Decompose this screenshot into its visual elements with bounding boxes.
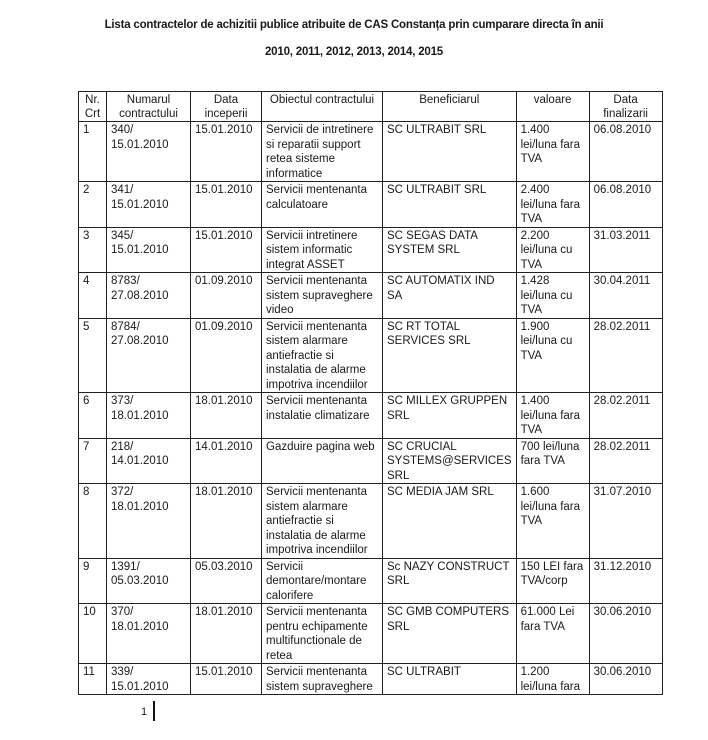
header-nr-crt: Nr. Crt bbox=[79, 92, 107, 122]
cell-data-inceperii: 15.01.2010 bbox=[191, 664, 262, 695]
table-row bbox=[79, 182, 663, 228]
cell-obiect: Servicii mentenanta sistem alarmare antiefractie si instalatia de alarme impotriva incendiilor bbox=[262, 484, 383, 559]
cell-valoare: 1.600 lei/luna fara TVA bbox=[516, 484, 589, 559]
cell-nr: 5 bbox=[79, 318, 107, 393]
page-number: 1 bbox=[141, 706, 148, 718]
cell-data-inceperii: 18.01.2010 bbox=[191, 604, 262, 664]
cell-data-inceperii: 01.09.2010 bbox=[191, 318, 262, 393]
cell-beneficiar: SC SEGAS DATA SYSTEM SRL bbox=[383, 227, 517, 273]
cell-beneficiar: SC GMB COMPUTERS SRL bbox=[383, 604, 517, 664]
cell-nr: 8 bbox=[79, 484, 107, 559]
table-row bbox=[79, 484, 663, 559]
cell-data-inceperii: 18.01.2010 bbox=[191, 484, 262, 559]
cell-numar-contract: 341/ 15.01.2010 bbox=[107, 182, 191, 228]
cell-valoare: 2.400 lei/luna fara TVA bbox=[516, 182, 589, 228]
cell-nr: 1 bbox=[79, 122, 107, 182]
cell-data-finalizarii: 28.02.2011 bbox=[589, 393, 662, 439]
cell-nr: 3 bbox=[79, 227, 107, 273]
cell-obiect: Gazduire pagina web bbox=[262, 438, 383, 484]
cell-numar-contract: 373/ 18.01.2010 bbox=[107, 393, 191, 439]
cell-nr: 4 bbox=[79, 273, 107, 319]
document-title: Lista contractelor de achizitii publice atribuite de CAS Constanța prin cumparare directa în anii bbox=[104, 19, 604, 31]
cell-numar-contract: 1391/ 05.03.2010 bbox=[107, 558, 191, 604]
cell-valoare: 1.200 lei/luna fara bbox=[516, 664, 589, 695]
cell-nr: 6 bbox=[79, 393, 107, 439]
cell-data-finalizarii: 31.12.2010 bbox=[589, 558, 662, 604]
cell-data-finalizarii: 30.06.2010 bbox=[589, 664, 662, 695]
cell-data-finalizarii: 28.02.2011 bbox=[589, 438, 662, 484]
cell-beneficiar: SC AUTOMATIX IND SA bbox=[383, 273, 517, 319]
cell-data-finalizarii: 06.08.2010 bbox=[589, 182, 662, 228]
table-row bbox=[79, 558, 663, 604]
cell-data-finalizarii: 06.08.2010 bbox=[589, 122, 662, 182]
cell-numar-contract: 345/ 15.01.2010 bbox=[107, 227, 191, 273]
cell-valoare: 1.400 lei/luna fara TVA bbox=[516, 122, 589, 182]
cell-obiect: Servicii mentenanta pentru echipamente multifunctionale de retea bbox=[262, 604, 383, 664]
cell-data-inceperii: 15.01.2010 bbox=[191, 182, 262, 228]
cell-obiect: Servicii mentenanta sistem supraveghere video bbox=[262, 273, 383, 319]
cell-valoare: 150 LEI fara TVA/corp bbox=[516, 558, 589, 604]
cell-numar-contract: 218/ 14.01.2010 bbox=[107, 438, 191, 484]
cell-obiect: Servicii mentenanta sistem alarmare antiefractie si instalatia de alarme impotriva incendiilor bbox=[262, 318, 383, 393]
cell-nr: 2 bbox=[79, 182, 107, 228]
cell-data-inceperii: 05.03.2010 bbox=[191, 558, 262, 604]
page-footer bbox=[141, 701, 708, 723]
cell-numar-contract: 339/ 15.01.2010 bbox=[107, 664, 191, 695]
table-row bbox=[79, 604, 663, 664]
cell-nr: 7 bbox=[79, 438, 107, 484]
cell-numar-contract: 8784/ 27.08.2010 bbox=[107, 318, 191, 393]
cell-numar-contract: 370/ 18.01.2010 bbox=[107, 604, 191, 664]
cell-beneficiar: SC MILLEX GRUPPEN SRL bbox=[383, 393, 517, 439]
cell-valoare: 2.200 lei/luna cu TVA bbox=[516, 227, 589, 273]
cell-data-inceperii: 01.09.2010 bbox=[191, 273, 262, 319]
table-row bbox=[79, 318, 663, 393]
header-data-finalizarii: Data finalizarii bbox=[589, 92, 662, 122]
cell-data-inceperii: 15.01.2010 bbox=[191, 227, 262, 273]
cell-obiect: Servicii mentenanta instalatie climatizare bbox=[262, 393, 383, 439]
cell-numar-contract: 372/ 18.01.2010 bbox=[107, 484, 191, 559]
cell-data-finalizarii: 30.04.2011 bbox=[589, 273, 662, 319]
cell-nr: 11 bbox=[79, 664, 107, 695]
header-valoare: valoare bbox=[516, 92, 589, 122]
cell-beneficiar: SC RT TOTAL SERVICES SRL bbox=[383, 318, 517, 393]
cell-data-inceperii: 18.01.2010 bbox=[191, 393, 262, 439]
cell-data-finalizarii: 31.03.2011 bbox=[589, 227, 662, 273]
cell-obiect: Servicii intretinere sistem informatic integrat ASSET bbox=[262, 227, 383, 273]
text-cursor bbox=[153, 701, 155, 721]
cell-beneficiar: SC CRUCIAL SYSTEMS@SERVICES SRL bbox=[383, 438, 517, 484]
cell-beneficiar: SC ULTRABIT SRL bbox=[383, 182, 517, 228]
header-data-inceperii: Data inceperii bbox=[191, 92, 262, 122]
header-obiect: Obiectul contractului bbox=[262, 92, 383, 122]
cell-valoare: 700 lei/luna fara TVA bbox=[516, 438, 589, 484]
table-row bbox=[79, 393, 663, 439]
cell-obiect: Servicii demontare/montare calorifere bbox=[262, 558, 383, 604]
table-row bbox=[79, 438, 663, 484]
table-row bbox=[79, 227, 663, 273]
cell-valoare: 1.900 lei/luna cu TVA bbox=[516, 318, 589, 393]
header-numar-contract: Numarul contractului bbox=[107, 92, 191, 122]
cell-data-inceperii: 14.01.2010 bbox=[191, 438, 262, 484]
table-body bbox=[79, 122, 663, 695]
cell-obiect: Servicii mentenanta calculatoare bbox=[262, 182, 383, 228]
cell-nr: 9 bbox=[79, 558, 107, 604]
cell-numar-contract: 8783/ 27.08.2010 bbox=[107, 273, 191, 319]
cell-beneficiar: Sc NAZY CONSTRUCT SRL bbox=[383, 558, 517, 604]
cell-beneficiar: SC ULTRABIT SRL bbox=[383, 122, 517, 182]
cell-obiect: Servicii mentenanta sistem supraveghere bbox=[262, 664, 383, 695]
cell-valoare: 1.428 lei/luna cu TVA bbox=[516, 273, 589, 319]
table-row bbox=[79, 273, 663, 319]
table-row bbox=[79, 122, 663, 182]
cell-data-finalizarii: 31.07.2010 bbox=[589, 484, 662, 559]
cell-numar-contract: 340/ 15.01.2010 bbox=[107, 122, 191, 182]
cell-obiect: Servicii de intretinere si reparatii support retea sisteme informatice bbox=[262, 122, 383, 182]
cell-data-finalizarii: 28.02.2011 bbox=[589, 318, 662, 393]
document-subtitle-years: 2010, 2011, 2012, 2013, 2014, 2015 bbox=[264, 46, 443, 58]
cell-data-finalizarii: 30.06.2010 bbox=[589, 604, 662, 664]
table-header-row bbox=[79, 92, 663, 122]
table-container bbox=[78, 91, 708, 695]
header-beneficiar: Beneficiarul bbox=[383, 92, 517, 122]
cell-beneficiar: SC ULTRABIT bbox=[383, 664, 517, 695]
cell-nr: 10 bbox=[79, 604, 107, 664]
contracts-table bbox=[78, 91, 663, 695]
cell-data-inceperii: 15.01.2010 bbox=[191, 122, 262, 182]
table-row bbox=[79, 664, 663, 695]
cell-valoare: 1.400 lei/luna fara TVA bbox=[516, 393, 589, 439]
cell-beneficiar: SC MEDIA JAM SRL bbox=[383, 484, 517, 559]
cell-valoare: 61.000 Lei fara TVA bbox=[516, 604, 589, 664]
document-header bbox=[0, 0, 708, 60]
